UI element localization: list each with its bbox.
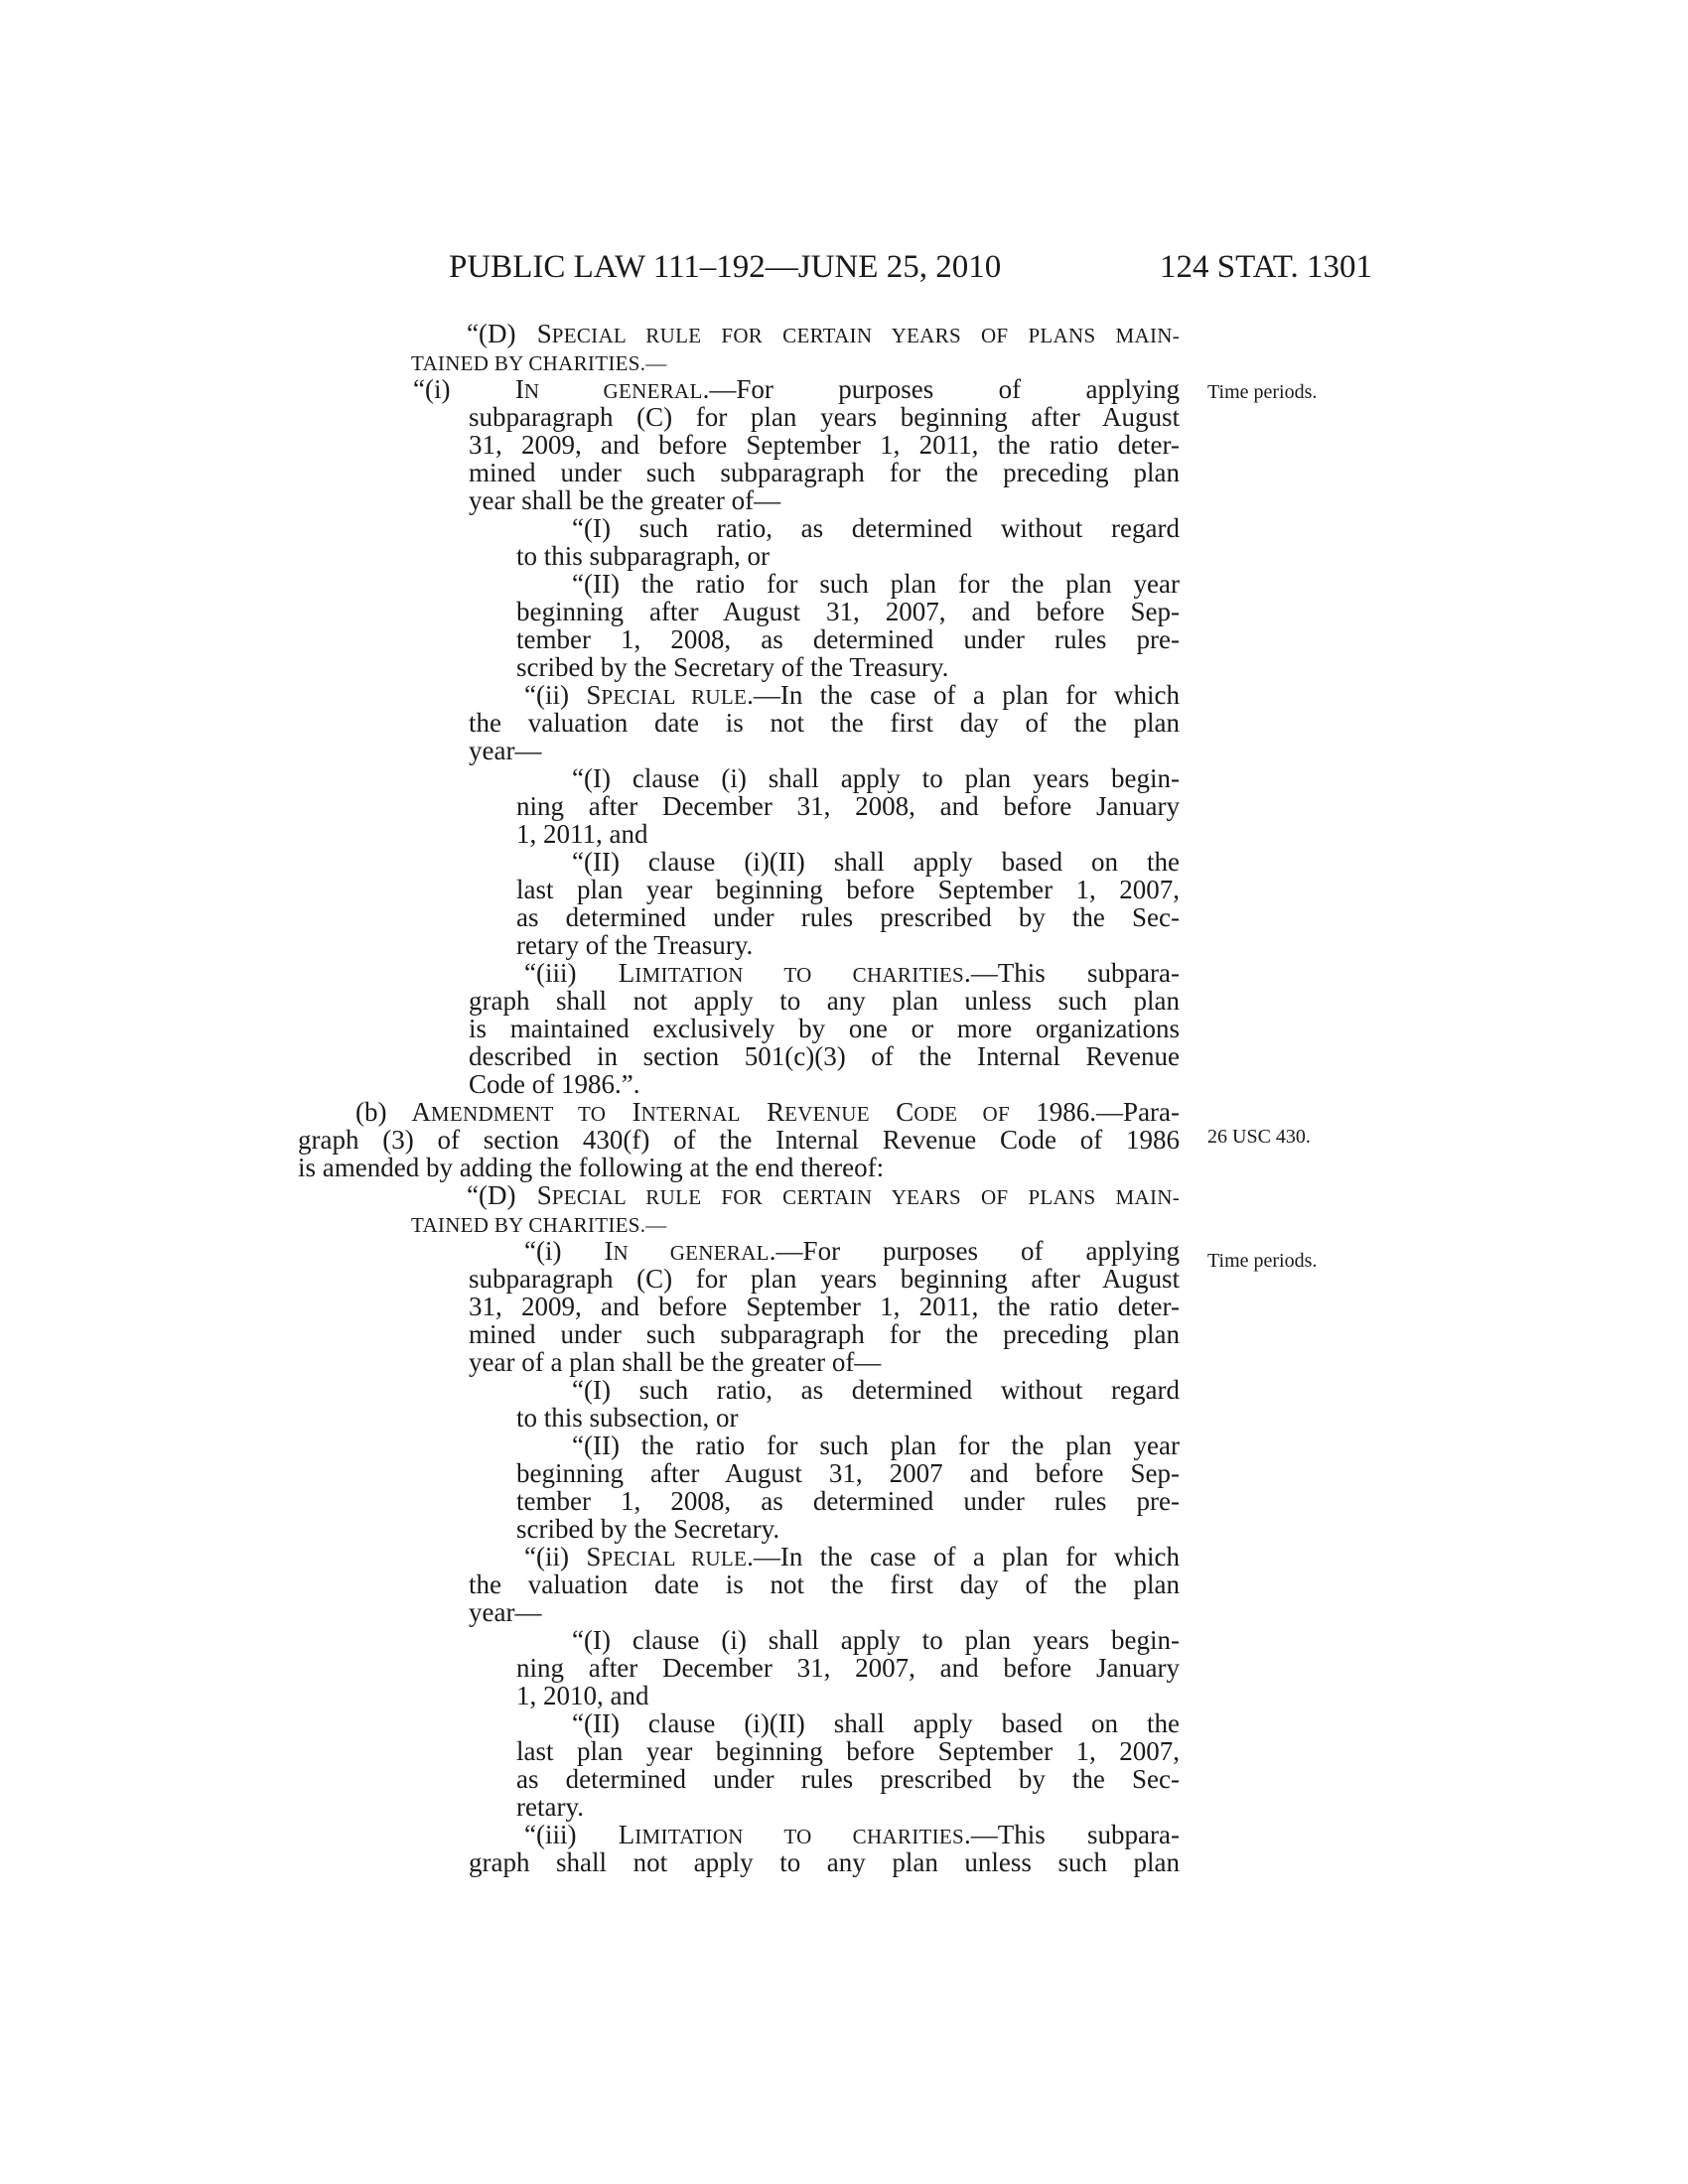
text-line: “(i) IN GENERAL.—For purposes of applying: [524, 1236, 1180, 1266]
text-line: beginning after August 31, 2007, and before Sep-: [516, 597, 1180, 626]
margin-note-usc-citation: 26 USC 430.: [1207, 1126, 1311, 1148]
text-line: Code of 1986.”.: [469, 1069, 640, 1099]
text-line: “(ii) SPECIAL RULE.—In the case of a plan for which: [524, 1542, 1180, 1571]
text-line: described in section 501(c)(3) of the Internal Revenue: [469, 1041, 1180, 1071]
text-line: TAINED BY CHARITIES.—: [411, 351, 667, 375]
text-line: “(II) the ratio for such plan for the plan year: [572, 1431, 1180, 1460]
text-line: 31, 2009, and before September 1, 2011, the ratio deter-: [469, 430, 1180, 460]
text-line: “(iii) LIMITATION TO CHARITIES.—This subpara-: [524, 1820, 1180, 1849]
margin-note-time-periods: Time periods.: [1207, 381, 1318, 403]
text-line: scribed by the Secretary.: [516, 1514, 780, 1544]
text-line: year of a plan shall be the greater of—: [469, 1347, 882, 1377]
text-line: subparagraph (C) for plan years beginning after August: [469, 1264, 1180, 1294]
text-line: “(I) clause (i) shall apply to plan years begin-: [572, 1625, 1180, 1655]
text-line: ning after December 31, 2008, and before January: [516, 791, 1180, 821]
statute-body: [298, 320, 1180, 1876]
text-line: 1, 2010, and: [516, 1681, 649, 1710]
statute-page-number: 124 STAT. 1301: [1159, 249, 1372, 285]
text-line: ning after December 31, 2007, and before January: [516, 1653, 1180, 1683]
text-line: tember 1, 2008, as determined under rules pre-: [516, 624, 1180, 654]
text-line: retary.: [516, 1792, 584, 1822]
text-line: graph (3) of section 430(f) of the Internal Revenue Code of 1986: [298, 1125, 1180, 1155]
text-line: “(D) SPECIAL RULE FOR CERTAIN YEARS OF PLANS MAIN-: [467, 1180, 1180, 1210]
text-line: to this subparagraph, or: [516, 541, 770, 571]
text-line: mined under such subparagraph for the preceding plan: [469, 458, 1180, 487]
text-line: “(D) SPECIAL RULE FOR CERTAIN YEARS OF PLANS MAIN-: [467, 319, 1180, 348]
text-line: “(I) clause (i) shall apply to plan years begin-: [572, 763, 1180, 793]
text-line: last plan year beginning before September 1, 2007,: [516, 875, 1180, 904]
text-line: “(I) such ratio, as determined without regard: [572, 513, 1180, 543]
text-line: the valuation date is not the first day of the plan: [469, 1570, 1180, 1599]
text-line: “(II) clause (i)(II) shall apply based on the: [572, 1708, 1180, 1738]
text-line: 31, 2009, and before September 1, 2011, the ratio deter-: [469, 1292, 1180, 1321]
text-line: scribed by the Secretary of the Treasury.: [516, 652, 949, 682]
text-line: to this subsection, or: [516, 1403, 739, 1433]
text-line: is maintained exclusively by one or more organizations: [469, 1014, 1180, 1043]
text-line: (b) AMENDMENT TO INTERNAL REVENUE CODE OF 1986.—Para-: [355, 1097, 1181, 1127]
text-line: tember 1, 2008, as determined under rules pre-: [516, 1486, 1180, 1516]
text-line: year—: [469, 736, 542, 765]
text-line: “(iii) LIMITATION TO CHARITIES.—This subpara-: [524, 958, 1180, 988]
text-line: as determined under rules prescribed by the Sec-: [516, 1764, 1180, 1794]
running-head: PUBLIC LAW 111–192—JUNE 25, 2010: [449, 249, 1002, 285]
text-line: as determined under rules prescribed by the Sec-: [516, 902, 1180, 932]
text-line: is amended by adding the following at the end thereof:: [298, 1153, 885, 1182]
text-line: 1, 2011, and: [516, 819, 648, 849]
text-line: “(i) IN GENERAL.—For purposes of applying: [413, 374, 1180, 404]
text-line: TAINED BY CHARITIES.—: [411, 1213, 667, 1237]
text-line: “(II) clause (i)(II) shall apply based on the: [572, 847, 1180, 877]
text-line: mined under such subparagraph for the preceding plan: [469, 1319, 1180, 1349]
text-line: retary of the Treasury.: [516, 930, 754, 960]
text-line: graph shall not apply to any plan unless such plan: [469, 986, 1180, 1016]
margin-note-time-periods: Time periods.: [1207, 1250, 1318, 1272]
text-line: the valuation date is not the first day of the plan: [469, 708, 1180, 738]
text-line: graph shall not apply to any plan unless such plan: [469, 1847, 1180, 1877]
text-line: “(I) such ratio, as determined without regard: [572, 1375, 1180, 1405]
text-line: year—: [469, 1597, 542, 1627]
text-line: subparagraph (C) for plan years beginning after August: [469, 402, 1180, 432]
text-line: “(ii) SPECIAL RULE.—In the case of a plan for which: [524, 680, 1180, 710]
text-line: beginning after August 31, 2007 and before Sep-: [516, 1458, 1180, 1488]
page-header: [449, 244, 1372, 290]
text-line: year shall be the greater of—: [469, 485, 781, 515]
text-line: last plan year beginning before September 1, 2007,: [516, 1736, 1180, 1766]
text-line: “(II) the ratio for such plan for the plan year: [572, 569, 1180, 599]
